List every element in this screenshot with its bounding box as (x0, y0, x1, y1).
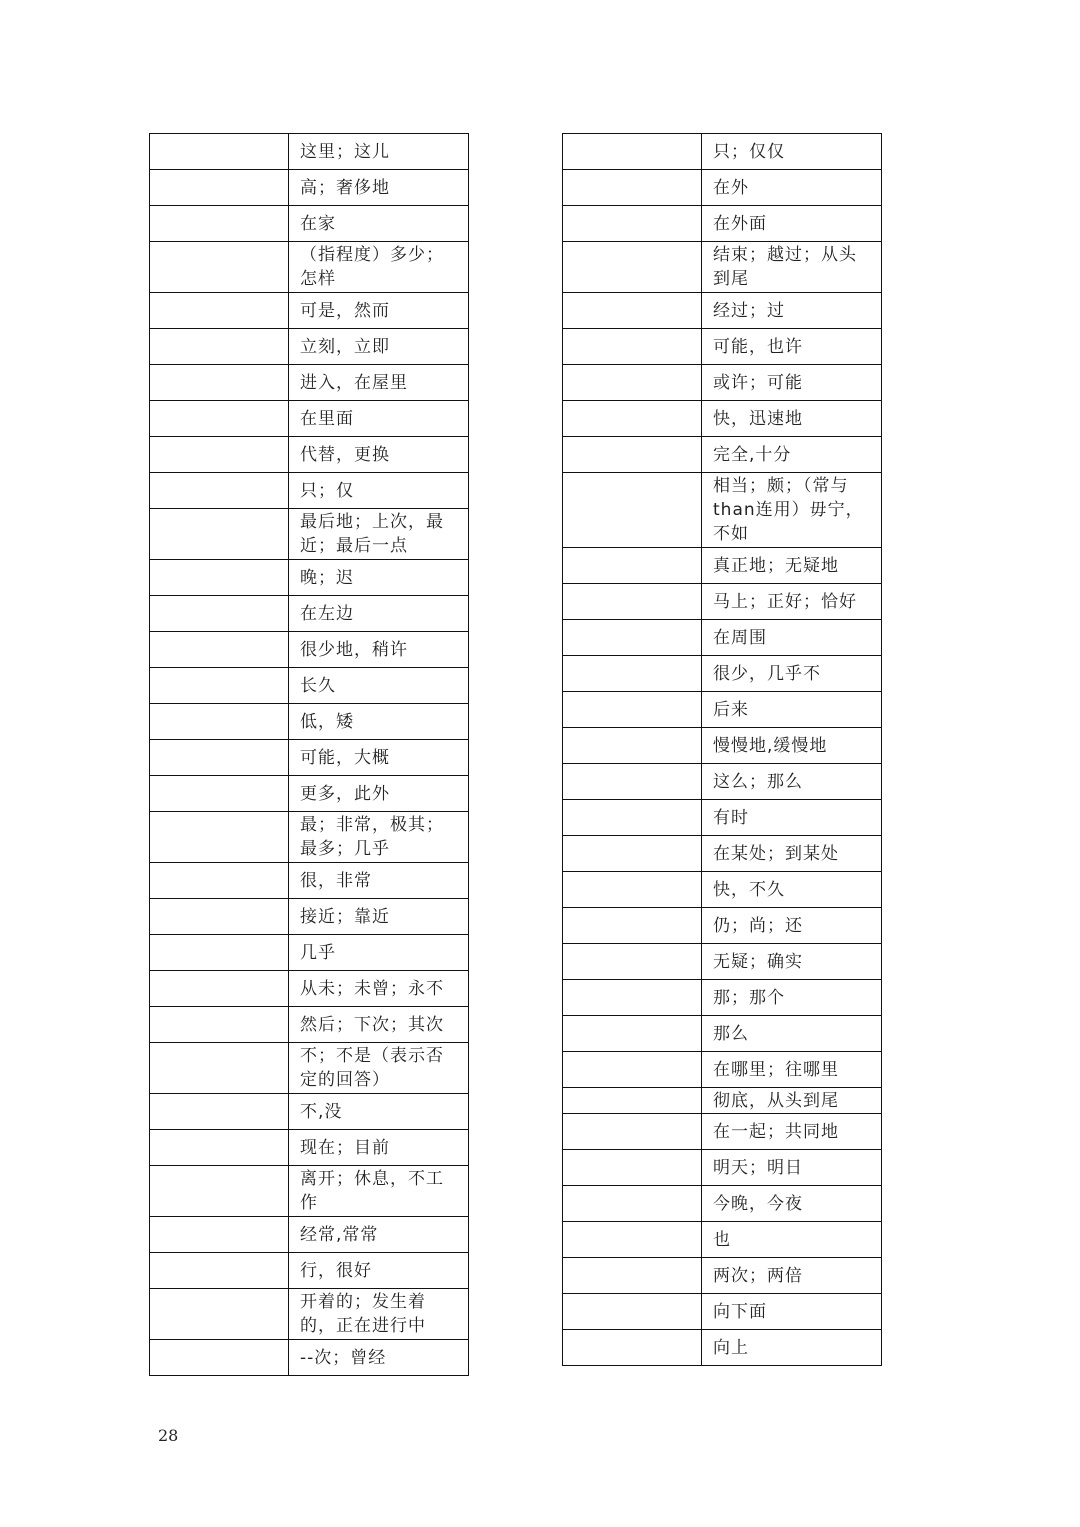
answer-blank-cell (150, 560, 289, 596)
answer-blank-cell (563, 584, 702, 620)
meaning-cell: 晚；迟 (289, 560, 469, 596)
answer-blank-cell (150, 134, 289, 170)
meaning-cell: 经常,常常 (289, 1217, 469, 1253)
answer-blank-cell (150, 329, 289, 365)
table-row (150, 1043, 469, 1094)
meaning-cell: 进入，在屋里 (289, 365, 469, 401)
answer-blank-cell (563, 170, 702, 206)
answer-blank-cell (150, 401, 289, 437)
meaning-cell: 不；不是（表示否定的回答） (289, 1043, 469, 1094)
answer-blank-cell (563, 1114, 702, 1150)
meaning-cell: 这么；那么 (702, 764, 882, 800)
answer-blank-cell (150, 1340, 289, 1376)
answer-blank-cell (563, 764, 702, 800)
table-row (563, 401, 882, 437)
meaning-cell: 高；奢侈地 (289, 170, 469, 206)
meaning-cell: 最后地；上次，最近；最后一点 (289, 509, 469, 560)
meaning-cell: 在周围 (702, 620, 882, 656)
meaning-cell: 可能，大概 (289, 740, 469, 776)
table-row (563, 365, 882, 401)
table-row (563, 1016, 882, 1052)
table-row (563, 473, 882, 548)
table-row (150, 971, 469, 1007)
answer-blank-cell (150, 971, 289, 1007)
answer-blank-cell (150, 1289, 289, 1340)
answer-blank-cell (150, 242, 289, 293)
answer-blank-cell (150, 206, 289, 242)
meaning-cell: 相当；颇；（常与than连用）毋宁，不如 (702, 473, 882, 548)
answer-blank-cell (150, 1166, 289, 1217)
answer-blank-cell (563, 206, 702, 242)
table-row (150, 1166, 469, 1217)
meaning-cell: 明天；明日 (702, 1150, 882, 1186)
answer-blank-cell (563, 548, 702, 584)
answer-blank-cell (563, 1222, 702, 1258)
answer-blank-cell (563, 1088, 702, 1114)
meaning-cell: 无疑；确实 (702, 944, 882, 980)
table-row (150, 365, 469, 401)
table-row (563, 242, 882, 293)
table-row (150, 1007, 469, 1043)
table-row (563, 1088, 882, 1114)
table-row (150, 206, 469, 242)
answer-blank-cell (563, 872, 702, 908)
table-row (563, 1114, 882, 1150)
meaning-cell: 真正地；无疑地 (702, 548, 882, 584)
table-row (150, 596, 469, 632)
meaning-cell: 低，矮 (289, 704, 469, 740)
meaning-cell: 立刻，立即 (289, 329, 469, 365)
table-row (563, 1222, 882, 1258)
meaning-cell: 接近；靠近 (289, 899, 469, 935)
answer-blank-cell (150, 1007, 289, 1043)
meaning-cell: 更多，此外 (289, 776, 469, 812)
table-row (150, 1340, 469, 1376)
meaning-cell: 最；非常，极其；最多；几乎 (289, 812, 469, 863)
table-row (563, 437, 882, 473)
meaning-cell: 可能，也许 (702, 329, 882, 365)
table-row (150, 1217, 469, 1253)
meaning-cell: 很少地，稍许 (289, 632, 469, 668)
answer-blank-cell (150, 170, 289, 206)
answer-blank-cell (563, 692, 702, 728)
table-row (563, 548, 882, 584)
table-row (563, 134, 882, 170)
page-number: 28 (158, 1426, 179, 1445)
meaning-cell: 完全,十分 (702, 437, 882, 473)
meaning-cell: 行，很好 (289, 1253, 469, 1289)
meaning-cell: 然后；下次；其次 (289, 1007, 469, 1043)
table-row (563, 872, 882, 908)
answer-blank-cell (150, 1094, 289, 1130)
answer-blank-cell (563, 1186, 702, 1222)
meaning-cell: 从未；未曾；永不 (289, 971, 469, 1007)
table-row (563, 908, 882, 944)
table-row (150, 935, 469, 971)
vocab-table-right (562, 133, 882, 1366)
answer-blank-cell (150, 863, 289, 899)
table-row (563, 800, 882, 836)
table-row (150, 740, 469, 776)
meaning-cell: 那；那个 (702, 980, 882, 1016)
answer-blank-cell (150, 1043, 289, 1094)
table-row (563, 692, 882, 728)
answer-blank-cell (150, 812, 289, 863)
answer-blank-cell (150, 776, 289, 812)
table-row (150, 668, 469, 704)
meaning-cell: 只；仅 (289, 473, 469, 509)
answer-blank-cell (150, 473, 289, 509)
meaning-cell: 马上；正好；恰好 (702, 584, 882, 620)
table-row (563, 836, 882, 872)
table-row (563, 329, 882, 365)
meaning-cell: 两次；两倍 (702, 1258, 882, 1294)
answer-blank-cell (563, 293, 702, 329)
table-row (150, 1094, 469, 1130)
table-row (563, 206, 882, 242)
table-row (150, 401, 469, 437)
answer-blank-cell (150, 704, 289, 740)
meaning-cell: 后来 (702, 692, 882, 728)
answer-blank-cell (150, 293, 289, 329)
answer-blank-cell (563, 908, 702, 944)
answer-blank-cell (563, 980, 702, 1016)
answer-blank-cell (563, 1294, 702, 1330)
meaning-cell: 彻底，从头到尾 (702, 1088, 882, 1114)
meaning-cell: （指程度）多少；怎样 (289, 242, 469, 293)
answer-blank-cell (563, 728, 702, 764)
answer-blank-cell (563, 242, 702, 293)
meaning-cell: 向上 (702, 1330, 882, 1366)
meaning-cell: 代替，更换 (289, 437, 469, 473)
table-row (150, 1253, 469, 1289)
meaning-cell: 可是，然而 (289, 293, 469, 329)
table-row (563, 293, 882, 329)
meaning-cell: 离开；休息，不工作 (289, 1166, 469, 1217)
answer-blank-cell (563, 1150, 702, 1186)
meaning-cell: 在家 (289, 206, 469, 242)
table-row (150, 437, 469, 473)
answer-blank-cell (563, 620, 702, 656)
table-row (563, 728, 882, 764)
meaning-cell: 长久 (289, 668, 469, 704)
table-row (150, 1289, 469, 1340)
answer-blank-cell (563, 1016, 702, 1052)
table-row (563, 980, 882, 1016)
answer-blank-cell (150, 632, 289, 668)
table-row (563, 944, 882, 980)
meaning-cell: 在左边 (289, 596, 469, 632)
table-row (563, 764, 882, 800)
table-row (563, 1294, 882, 1330)
answer-blank-cell (150, 1253, 289, 1289)
table-row (150, 170, 469, 206)
answer-blank-cell (150, 935, 289, 971)
meaning-cell: 有时 (702, 800, 882, 836)
table-row (150, 704, 469, 740)
answer-blank-cell (563, 800, 702, 836)
meaning-cell: 也 (702, 1222, 882, 1258)
meaning-cell: 仍；尚；还 (702, 908, 882, 944)
answer-blank-cell (563, 944, 702, 980)
answer-blank-cell (150, 1217, 289, 1253)
table-row (150, 812, 469, 863)
table-row (150, 134, 469, 170)
table-row (563, 1186, 882, 1222)
answer-blank-cell (150, 668, 289, 704)
table-row (150, 473, 469, 509)
meaning-cell: 这里；这儿 (289, 134, 469, 170)
table-row (563, 1150, 882, 1186)
meaning-cell: 快，不久 (702, 872, 882, 908)
meaning-cell: 在一起；共同地 (702, 1114, 882, 1150)
table-row (563, 584, 882, 620)
table-row (563, 620, 882, 656)
meaning-cell: 在某处；到某处 (702, 836, 882, 872)
table-row (150, 509, 469, 560)
table-row (563, 170, 882, 206)
meaning-cell: 在外面 (702, 206, 882, 242)
meaning-cell: 或许；可能 (702, 365, 882, 401)
meaning-cell: 很，非常 (289, 863, 469, 899)
table-row (150, 1130, 469, 1166)
meaning-cell: 今晚，今夜 (702, 1186, 882, 1222)
answer-blank-cell (563, 1330, 702, 1366)
table-row (563, 1052, 882, 1088)
meaning-cell: 快，迅速地 (702, 401, 882, 437)
meaning-cell: 经过；过 (702, 293, 882, 329)
table-row (150, 776, 469, 812)
table-row (150, 560, 469, 596)
table-row (150, 863, 469, 899)
answer-blank-cell (563, 473, 702, 548)
table-row (563, 1258, 882, 1294)
meaning-cell: 开着的；发生着的，正在进行中 (289, 1289, 469, 1340)
answer-blank-cell (150, 365, 289, 401)
meaning-cell: 向下面 (702, 1294, 882, 1330)
meaning-cell: 在哪里；往哪里 (702, 1052, 882, 1088)
table-row (150, 899, 469, 935)
meaning-cell: 很少，几乎不 (702, 656, 882, 692)
answer-blank-cell (150, 899, 289, 935)
vocab-table-left (149, 133, 469, 1376)
meaning-cell: 只；仅仅 (702, 134, 882, 170)
table-row (563, 656, 882, 692)
table-row (563, 1330, 882, 1366)
meaning-cell: 结束；越过；从头到尾 (702, 242, 882, 293)
answer-blank-cell (563, 1052, 702, 1088)
answer-blank-cell (563, 437, 702, 473)
answer-blank-cell (563, 836, 702, 872)
answer-blank-cell (563, 134, 702, 170)
answer-blank-cell (150, 437, 289, 473)
answer-blank-cell (563, 1258, 702, 1294)
meaning-cell: 慢慢地,缓慢地 (702, 728, 882, 764)
answer-blank-cell (563, 329, 702, 365)
answer-blank-cell (150, 596, 289, 632)
answer-blank-cell (150, 509, 289, 560)
answer-blank-cell (150, 1130, 289, 1166)
meaning-cell: 不,没 (289, 1094, 469, 1130)
answer-blank-cell (563, 656, 702, 692)
table-row (150, 329, 469, 365)
meaning-cell: 那么 (702, 1016, 882, 1052)
table-row (150, 293, 469, 329)
meaning-cell: --次；曾经 (289, 1340, 469, 1376)
meaning-cell: 在里面 (289, 401, 469, 437)
meaning-cell: 现在；目前 (289, 1130, 469, 1166)
meaning-cell: 几乎 (289, 935, 469, 971)
meaning-cell: 在外 (702, 170, 882, 206)
answer-blank-cell (150, 740, 289, 776)
answer-blank-cell (563, 365, 702, 401)
table-row (150, 242, 469, 293)
answer-blank-cell (563, 401, 702, 437)
table-row (150, 632, 469, 668)
